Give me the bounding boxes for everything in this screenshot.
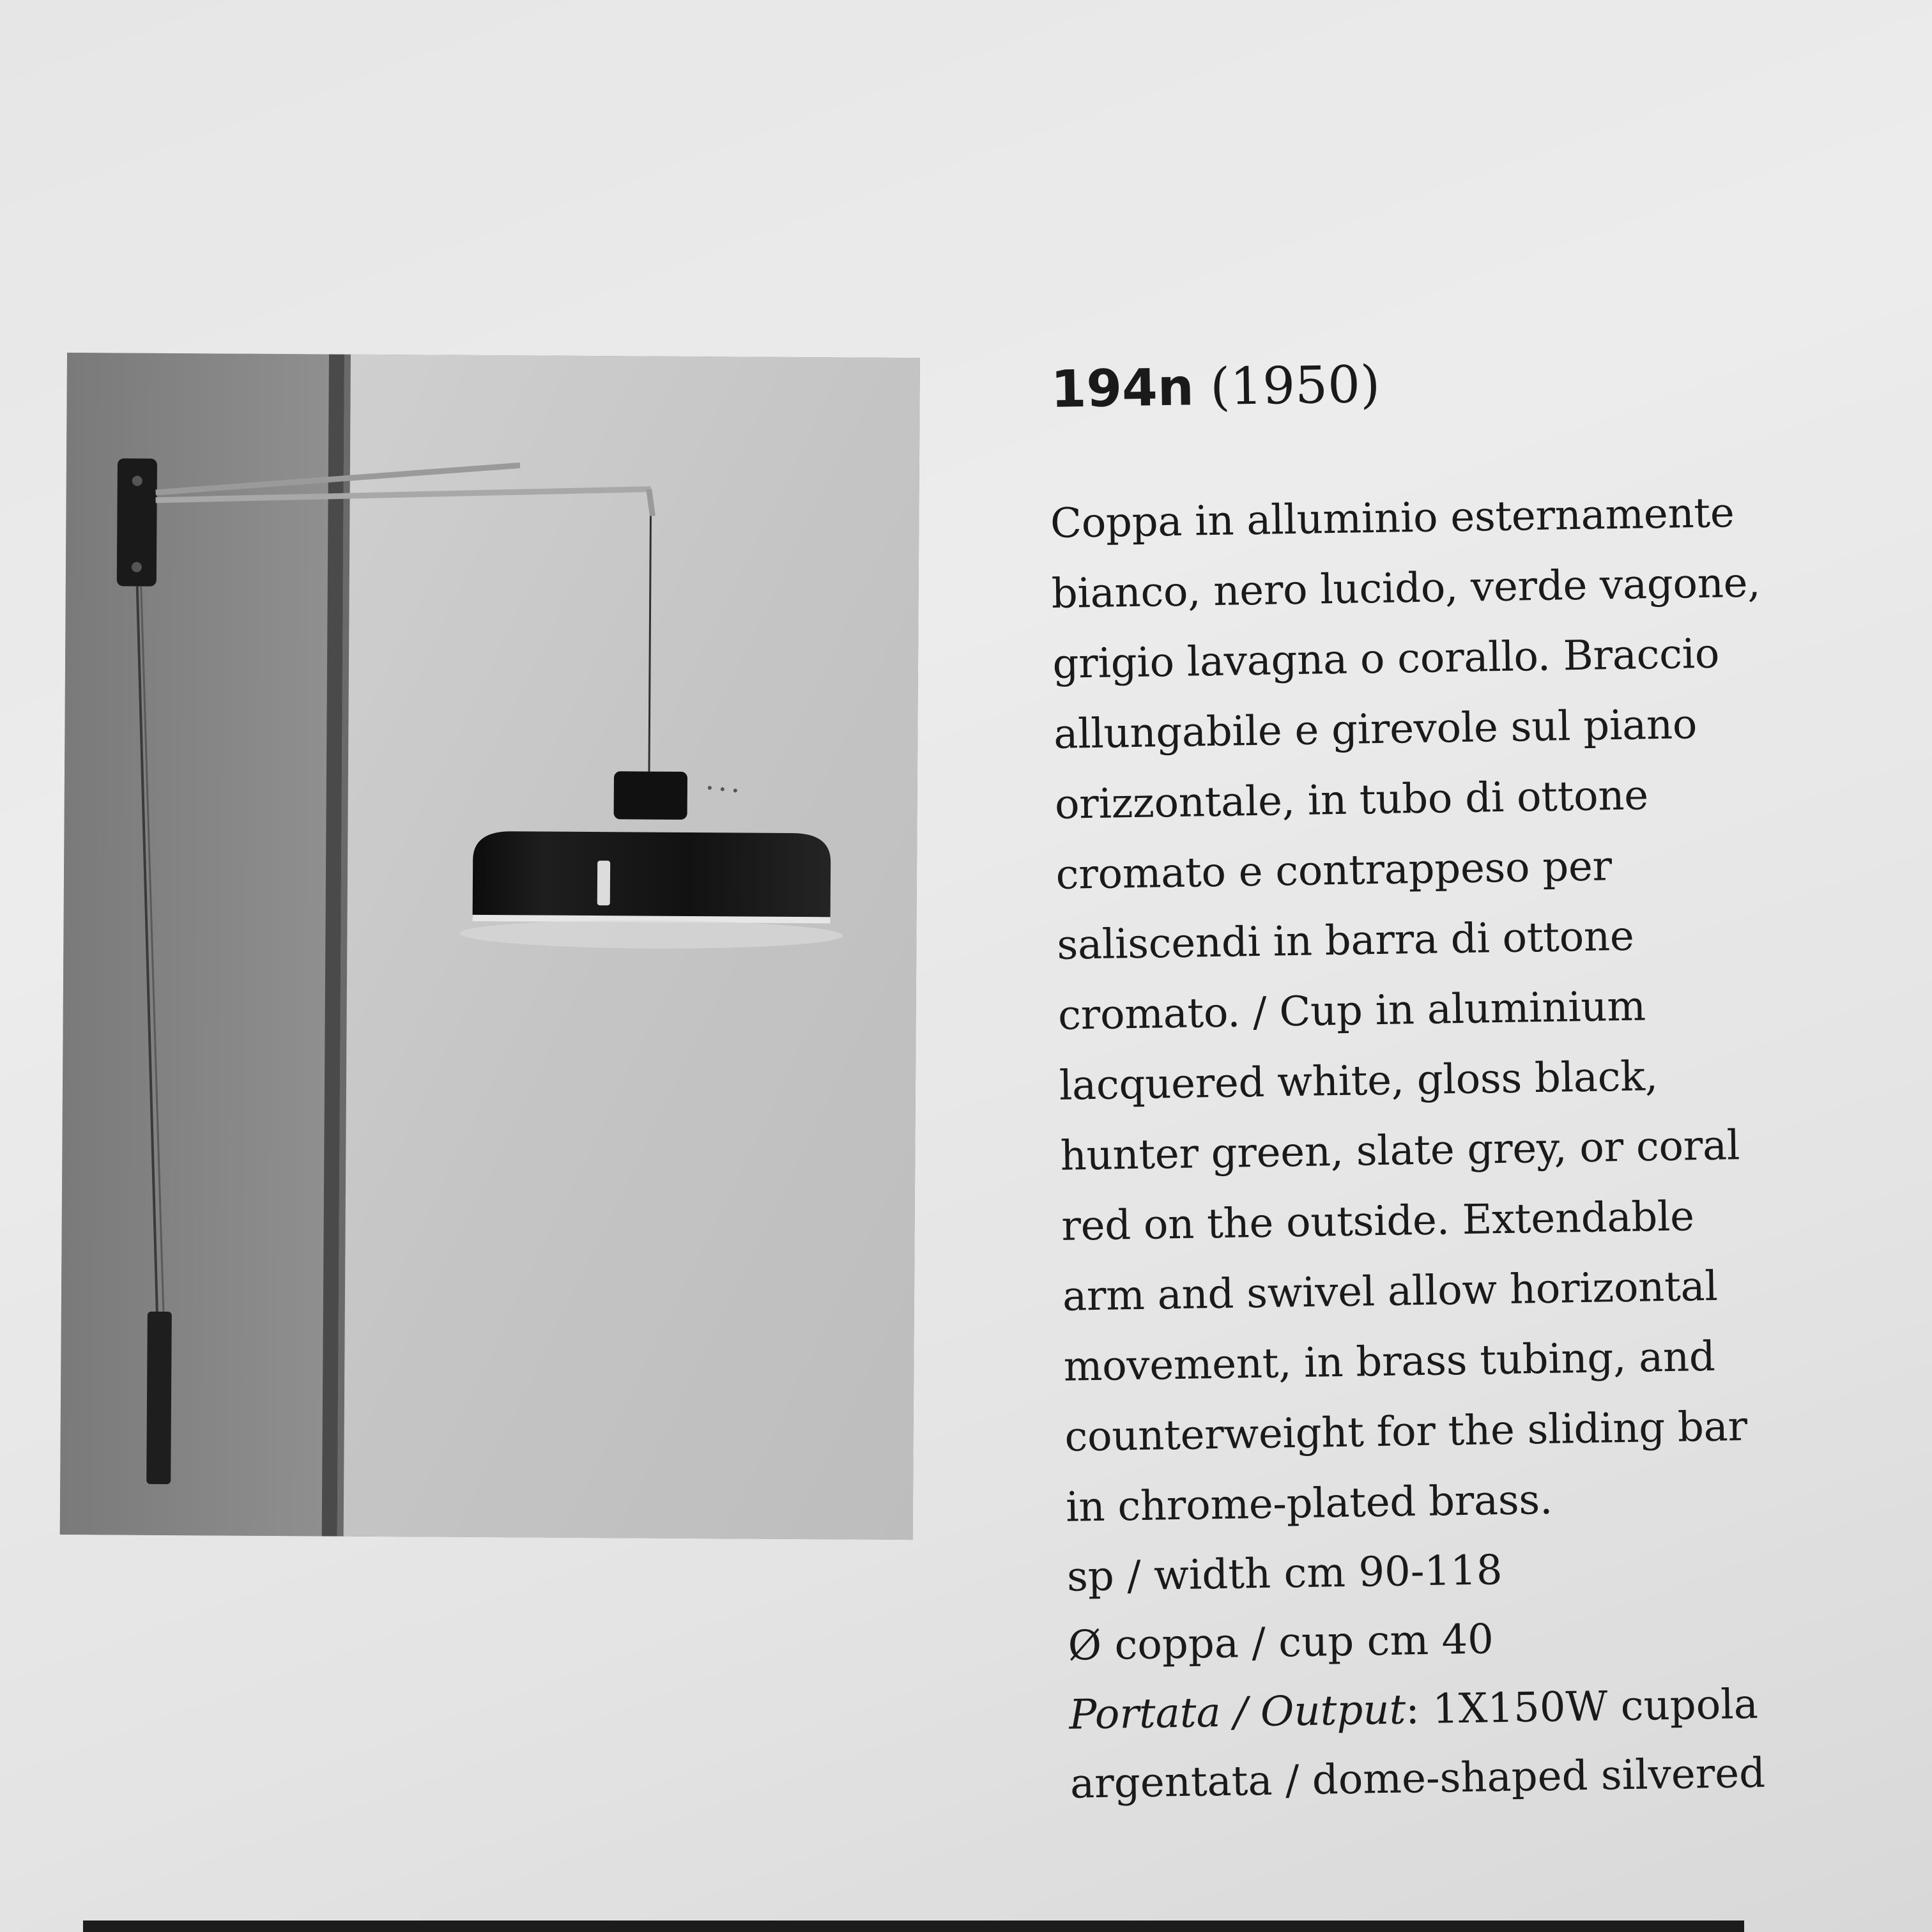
description-line: in chrome-plated brass. [1065,1476,1553,1531]
description-line: red on the outside. Extendable [1061,1193,1695,1250]
description-line: orizzontale, in tubo di ottone [1054,772,1649,829]
description [1050,476,1897,1543]
description-line: cromato e contrappeso per [1055,843,1613,899]
lamp-shade-top [614,771,687,820]
spec-output [1069,1667,1901,1749]
model-number: 194n [1050,357,1195,419]
lamp-illustration [60,353,920,1540]
lamp-shade [473,831,831,919]
photo-left-panel [60,353,329,1536]
description-line: lacquered white, gloss black, [1059,1053,1659,1110]
product-text [1048,345,1901,1819]
spec-cup: Ø coppa / cup cm 40 [1068,1616,1494,1670]
description-line: allungabile e girevole sul piano [1053,701,1698,758]
page-edge-bar [83,1920,1744,1932]
spec-output-label: Portata / Output [1068,1686,1406,1739]
description-line: hunter green, slate grey, or coral [1060,1122,1740,1180]
description-line: movement, in brass tubing, and [1063,1333,1716,1391]
specifications [1066,1529,1901,1818]
spec-width: sp / width cm 90-118 [1066,1547,1503,1601]
description-line: arm and swivel allow horizontal [1062,1262,1719,1321]
counterweight [146,1312,172,1484]
product-title [1050,345,1879,422]
description-line: bianco, nero lucido, verde vagone, [1051,559,1761,618]
description-line: grigio lavagna o corallo. Braccio [1052,630,1720,688]
spec-output-continued: argentata / dome-shaped silvered [1070,1749,1766,1808]
description-line: Coppa in alluminio esternamente [1050,489,1735,548]
spec-output-value: : 1X150W cupola [1405,1680,1759,1734]
description-line: saliscendi in barra di ottone [1056,912,1634,969]
product-photo [60,353,920,1540]
model-year: (1950) [1209,354,1381,417]
description-line: cromato. / Cup in aluminium [1057,983,1646,1039]
description-line: counterweight for the sliding bar [1064,1403,1748,1461]
